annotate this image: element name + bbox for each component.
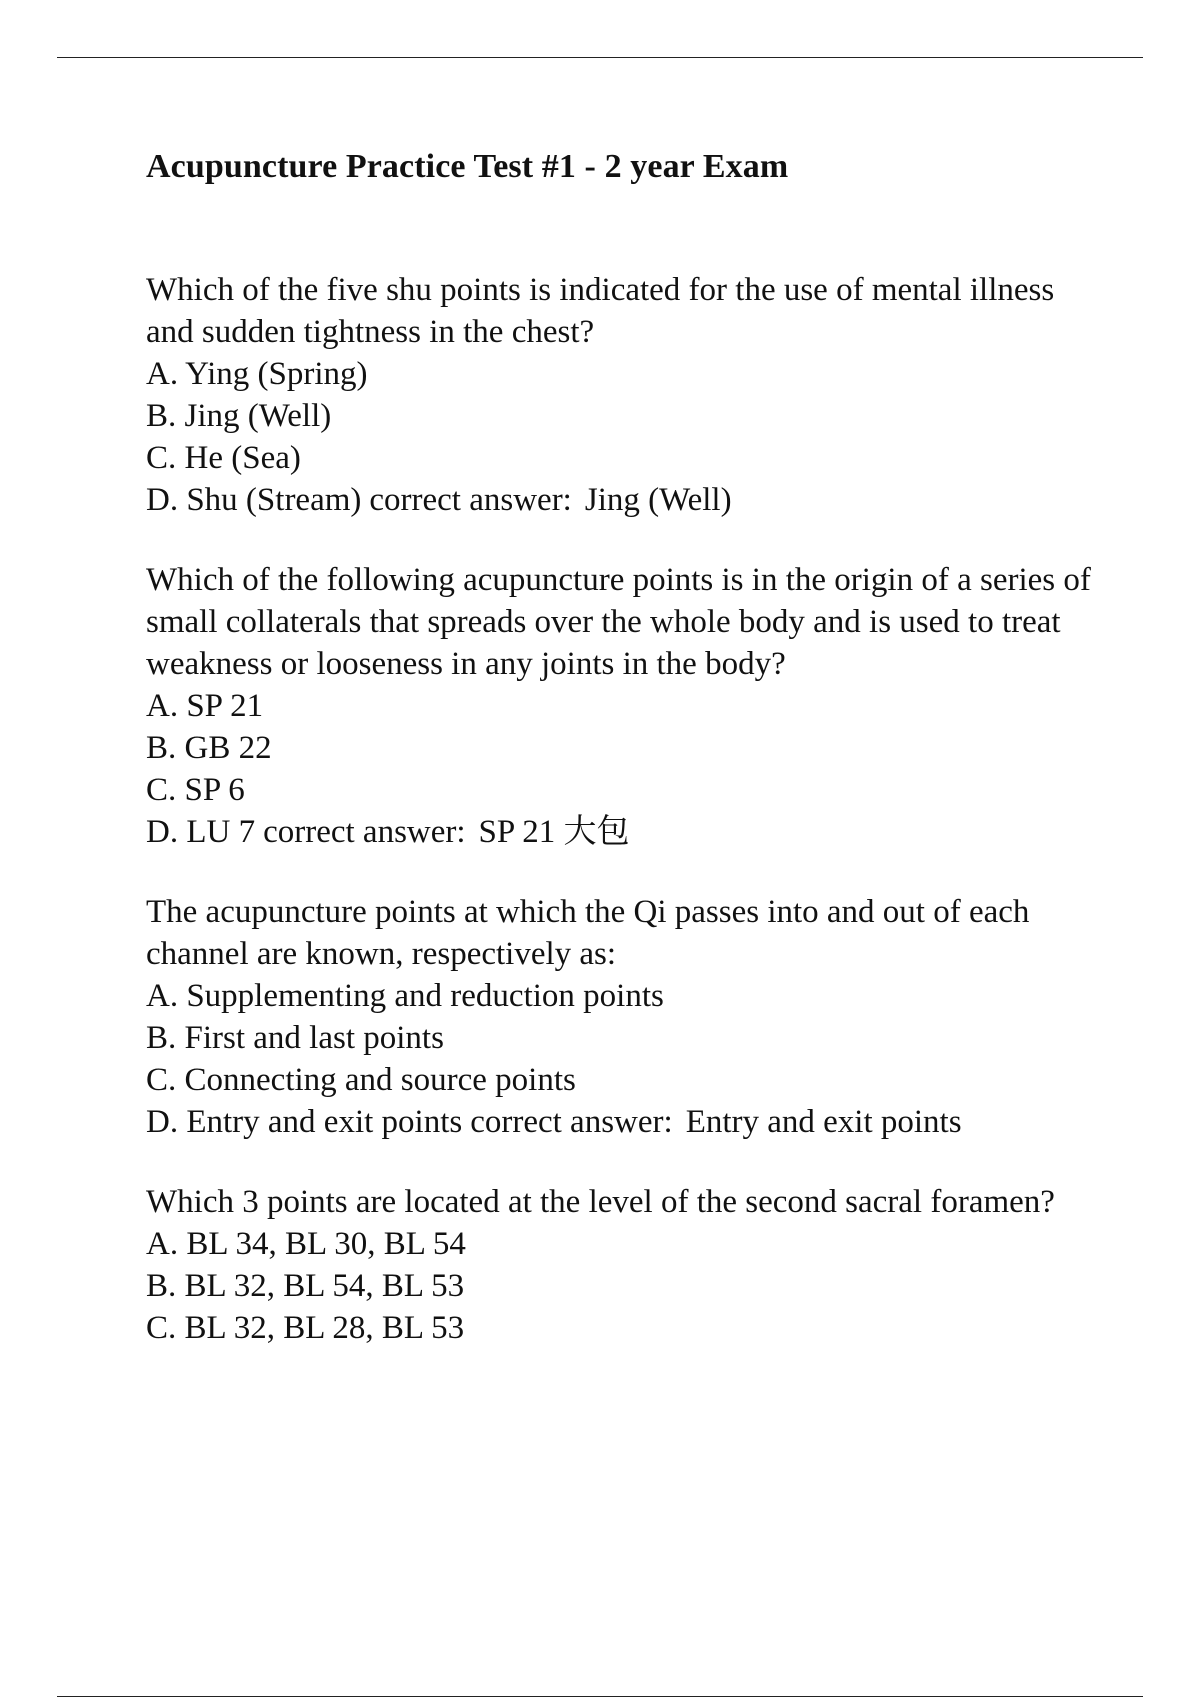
- bottom-rule: [57, 1696, 1143, 1697]
- option-d-with-answer: [146, 811, 1106, 853]
- option-a: A. Ying (Spring): [146, 356, 368, 392]
- question-2: [146, 559, 1106, 853]
- page-content: [146, 146, 1106, 1387]
- question-4: [146, 1181, 1106, 1349]
- answer-label: correct answer:: [369, 482, 572, 518]
- option-d: D. Entry and exit points: [146, 1104, 463, 1140]
- option-c: C. SP 6: [146, 772, 245, 808]
- option-c: C. Connecting and source points: [146, 1062, 576, 1098]
- option-d: D. Shu (Stream): [146, 482, 362, 518]
- option-d: D. LU 7: [146, 814, 256, 850]
- option-d-with-answer: [146, 479, 1106, 521]
- option-b: B. BL 32, BL 54, BL 53: [146, 1268, 465, 1304]
- answer-label: correct answer:: [263, 814, 466, 850]
- correct-answer: Jing (Well): [584, 482, 732, 518]
- option-c: C. He (Sea): [146, 440, 301, 476]
- question-list: [146, 269, 1106, 1349]
- option-b: B. Jing (Well): [146, 398, 332, 434]
- question-3: [146, 891, 1106, 1143]
- document-title: Acupuncture Practice Test #1 - 2 year Exam: [146, 148, 789, 185]
- option-a: A. SP 21: [146, 688, 264, 724]
- question-stem: The acupuncture points at which the Qi passes into and out of each channel are known, respectively as:: [146, 894, 1030, 972]
- answer-label: correct answer:: [470, 1104, 673, 1140]
- option-a: A. BL 34, BL 30, BL 54: [146, 1226, 466, 1262]
- option-a: A. Supplementing and reduction points: [146, 978, 664, 1014]
- option-b: B. First and last points: [146, 1020, 444, 1056]
- option-d-with-answer: [146, 1101, 1106, 1143]
- top-rule: [57, 57, 1143, 58]
- question-stem: Which of the following acupuncture points is in the origin of a series of small collaterals that spreads over the whole body and is used to treat weakness or looseness in any joints in the body?: [146, 562, 1091, 682]
- option-b: B. GB 22: [146, 730, 272, 766]
- question-stem: Which of the five shu points is indicated for the use of mental illness and sudden tightness in the chest?: [146, 272, 1055, 350]
- option-c: C. BL 32, BL 28, BL 53: [146, 1310, 465, 1346]
- question-1: [146, 269, 1106, 521]
- correct-answer: Entry and exit points: [685, 1104, 962, 1140]
- correct-answer: SP 21 大包: [478, 814, 630, 850]
- question-stem: Which 3 points are located at the level of the second sacral foramen?: [146, 1184, 1055, 1220]
